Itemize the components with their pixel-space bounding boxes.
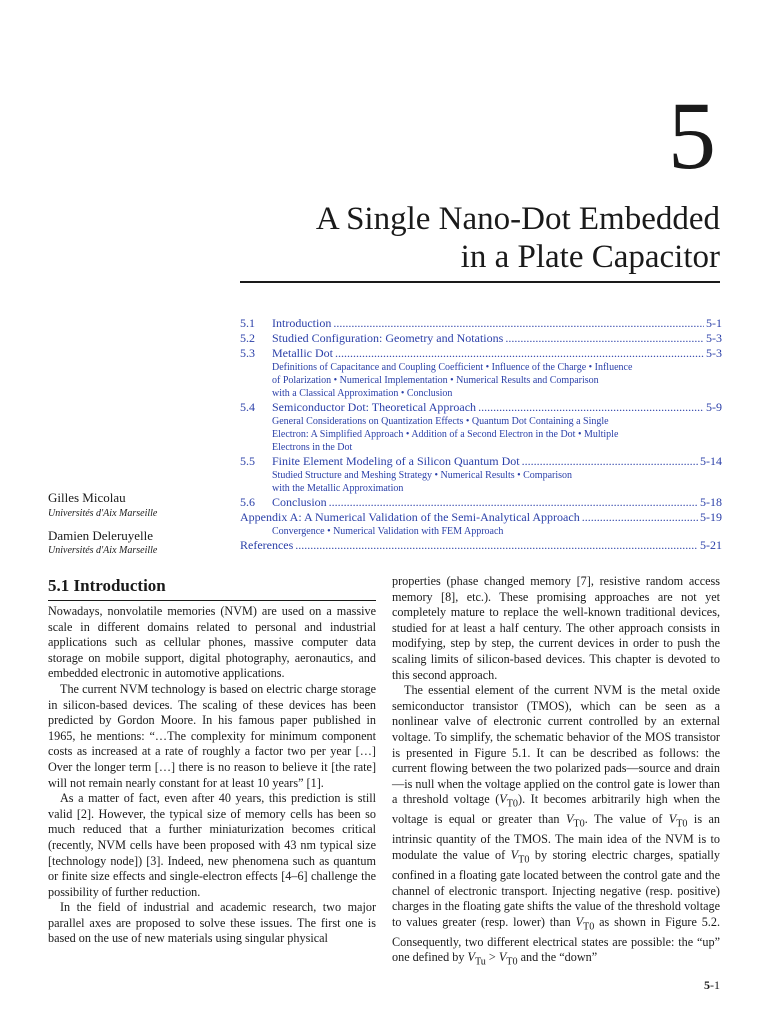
author-affiliation: Universités d'Aix Marseille [48,508,158,519]
toc-sub-line: Convergence • Numerical Validation with FEM Approach [272,526,504,537]
toc-number: 5.3 [240,346,255,360]
toc-leader [478,400,704,415]
symbol-v: V [499,792,507,807]
subscript: T0 [676,818,688,830]
toc-page: 5-19 [700,510,722,524]
toc-page: 5-21 [700,538,722,552]
toc-leader [295,538,698,553]
folio-page: -1 [710,978,720,992]
section-rule [48,600,376,601]
chapter-number: 5 [668,82,716,189]
text-run: The essential element of the current NVM is the metal oxide semiconductor transistor (TMOS), which can be seen as a nonlinear valve of electronic current controlled by an external voltage. To simplify, the schematic behavior of the MOS transistor is presented in Figure 5.1. It can be described as follows: the current flowing between the two polarized pads—source and drain—is null when the voltage applied on the control gate is lower than a threshold voltage ( [392,683,720,807]
symbol-v: V [565,812,574,827]
toc-leader [335,346,704,361]
toc-number: 5.4 [240,400,255,414]
toc-number: 5.5 [240,454,255,468]
toc-leader [333,316,704,331]
toc-entry-5-6[interactable] [240,495,722,510]
subscript: T0 [583,921,595,933]
toc-number: 5.1 [240,316,255,330]
symbol-v: V [510,847,519,862]
page-folio [704,978,720,993]
toc-sub-line: Studied Structure and Meshing Strategy • Numerical Results • Comparison [272,470,573,481]
paragraph [392,683,720,970]
toc-sub-line: Definitions of Capacitance and Coupling Coefficient • Influence of the Charge • Influence [272,362,633,373]
toc-page: 5-14 [700,454,722,468]
toc-page: 5-18 [700,495,722,509]
toc-sub-line: of Polarization • Numerical Implementation • Numerical Results and Comparison [272,375,599,386]
paragraph: The current NVM technology is based on electric charge storage in silicon-based devices. The scaling of these devices has been predicted by Gordon Moore. In his famous paper published in 1965, he mentions: “…The complexity for minimum component costs as increased at a rate of roughly a factor two per year […] Over the longer term […] there is no reason to believe it [the rate] will not remain nearly constant for at least 10 years” [1]. [48,681,376,790]
toc-label: Appendix A: A Numerical Validation of the Semi-Analytical Approach [240,510,580,524]
subscript: T0 [573,818,585,830]
toc-page: 5-1 [706,316,722,330]
toc-sub-line: Electron: A Simplified Approach • Addition of a Second Electron in the Dot • Multiple [272,429,619,440]
toc-page: 5-3 [706,331,722,345]
toc-sub-line: with the Metallic Approximation [272,483,404,494]
paragraph: In the field of industrial and academic research, two major parallel axes are proposed to solve these issues. The first one is based on the use of new materials using singular physical [48,900,376,946]
toc-entry-references[interactable] [240,538,722,553]
toc-label: Metallic Dot [272,346,333,360]
subscript: T0 [506,798,519,810]
text-run: and the “down” [517,950,598,965]
toc-leader [505,331,704,346]
toc-entry-5-5[interactable] [240,454,722,469]
chapter-title [260,200,720,276]
subscript: Tu [474,956,486,968]
toc-leader [329,495,698,510]
text-run: is an intrinsic quantity of the TMOS. The main idea of the NVM is to modulate the value of [392,812,720,862]
subscript: T0 [518,854,530,866]
toc-label: Semiconductor Dot: Theoretical Approach [272,400,477,414]
toc-entry-appendix[interactable] [240,510,722,525]
text-run: ). It becomes arbitrarily high when the voltage is equal or greater than [392,792,720,827]
author-affiliation: Universités d'Aix Marseille [48,545,158,556]
table-of-contents [240,316,722,553]
symbol-v: V [575,914,584,929]
toc-entry-5-3[interactable] [240,346,722,361]
toc-subentries-appendix [272,525,722,538]
author-name: Gilles Micolau [48,490,126,505]
toc-label: Finite Element Modeling of a Silicon Quantum Dot [272,454,520,468]
right-column [392,574,720,970]
toc-subentries-5-5 [272,469,722,495]
toc-number: 5.6 [240,495,255,509]
left-column [48,604,376,947]
paragraph: Nowadays, nonvolatile memories (NVM) are used on a massive scale in different domains related to personal and industrial applications such as cellular phones, massive computer data storage on mobile support, digital photography, aeronautics, and embedded electronic in automotive applications. [48,604,376,681]
toc-entry-5-1[interactable] [240,316,722,331]
paragraph: properties (phase changed memory [7], resistive random access memory [8], etc.). These promising approaches are not yet completely mature to replace the well-known traditional devices, studied for at least a half century. The other approach consists in modifying, step by step, the current devices in order to push the scaling limits of silicon-based devices. This chapter is devoted to this second approach. [392,574,720,682]
toc-entry-5-4[interactable] [240,400,722,415]
title-rule [240,281,720,283]
text-run: as shown in Figure 5.2. Consequently, two different electrical states are possible: the “up” one defined by [392,914,720,965]
chapter-title-line1: A Single Nano-Dot Embedded [315,201,720,237]
folio-chapter: 5 [704,978,710,992]
symbol-v: V [668,812,677,827]
toc-label: Conclusion [272,495,327,509]
toc-label: Introduction [272,316,332,330]
toc-page: 5-9 [706,400,722,414]
toc-entry-5-2[interactable] [240,331,722,346]
section-heading: 5.1 Introduction [48,576,166,595]
paragraph: As a matter of fact, even after 40 years, this prediction is still valid [2]. However, the typical size of memory cells has been so much reduced that a further miniaturization becomes critical (recently, NVM cells have been proposed with 43 nm typical size [technology node]) [3]. Indeed, new phenomena such as quantum or finite size effects and single-electron effects [4–6] challenge the possibility of further reduction. [48,791,376,899]
toc-sub-line: with a Classical Approximation • Conclusion [272,388,453,399]
toc-leader [582,510,698,525]
toc-sub-line: Electrons in the Dot [272,442,353,453]
symbol-v: V [498,950,507,965]
subscript: T0 [506,956,518,968]
text-run: > [485,950,499,965]
toc-number: 5.2 [240,331,255,345]
toc-label: References [240,538,294,552]
author-name: Damien Deleruyelle [48,528,154,543]
toc-sub-line: General Considerations on Quantization Effects • Quantum Dot Containing a Single [272,416,609,427]
symbol-v: V [467,950,475,965]
chapter-title-line2: in a Plate Capacitor [460,239,720,275]
text-run: by storing electric charges, spatially confined in a floating gate located between the control gate and the channel of electronic transport. Injecting negative (resp. positive) charges in the floating gate shifts the value of the threshold voltage to values greater (resp. lower) than [392,847,720,929]
toc-page: 5-3 [706,346,722,360]
toc-leader [522,454,698,469]
toc-subentries-5-4 [272,415,722,454]
text-run: . The value of [584,812,669,827]
toc-subentries-5-3 [272,361,722,400]
toc-label: Studied Configuration: Geometry and Notations [272,331,504,345]
